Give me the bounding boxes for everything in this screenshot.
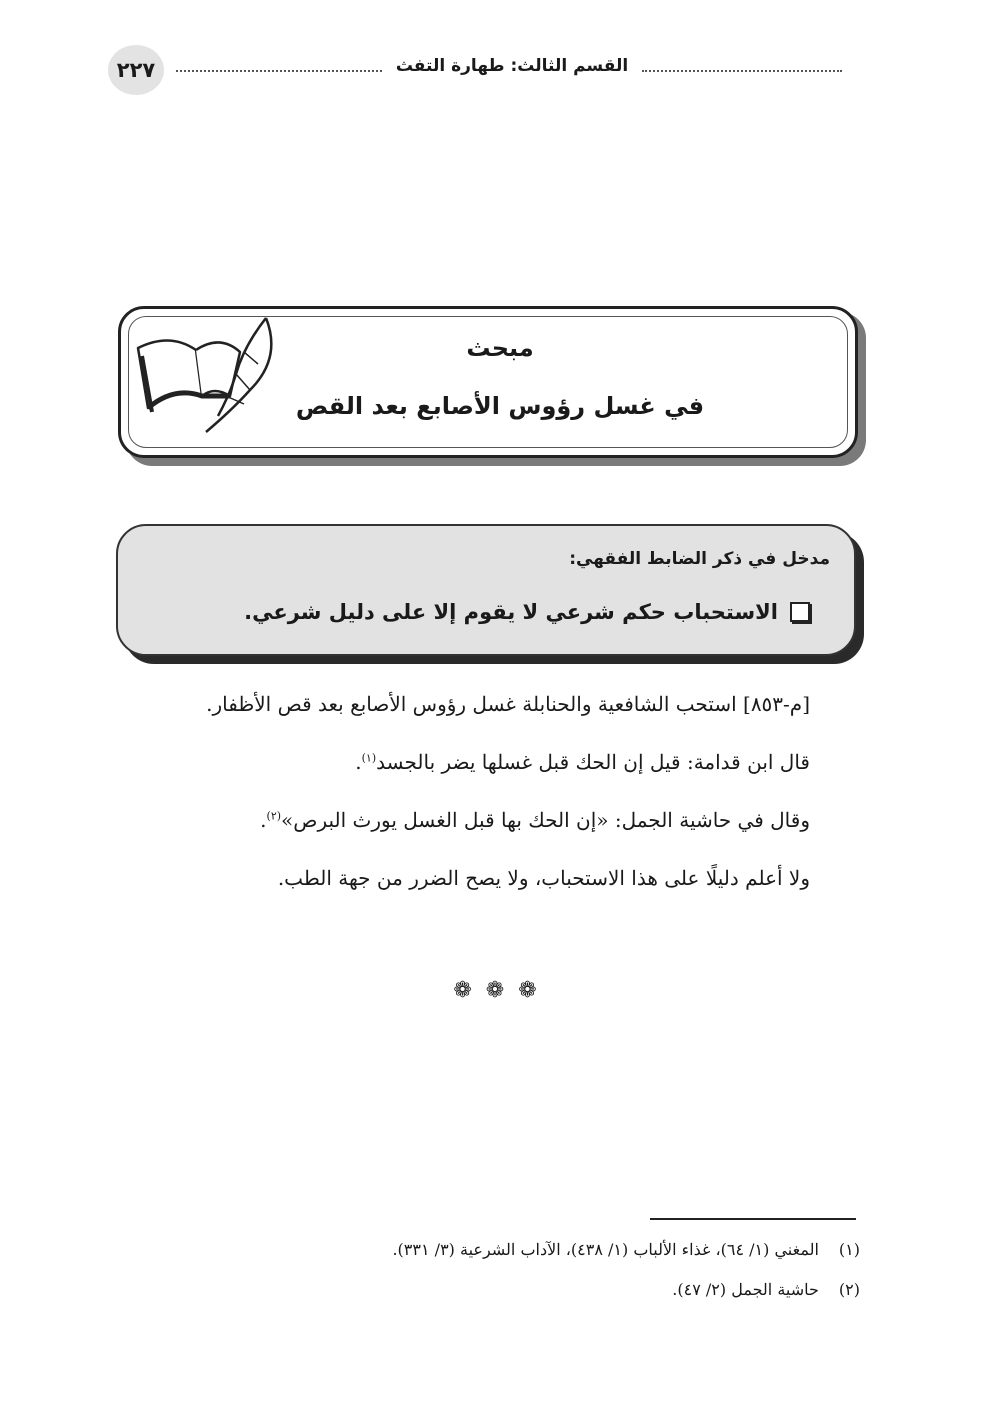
paragraph-3-text: وقال في حاشية الجمل: «إن الحك بها قبل الغسل يورث البرص» — [281, 808, 810, 832]
paragraph-1: [م-٨٥٣] استحب الشافعية والحنابلة غسل رؤوس الأصابع بعد قص الأظفار. — [206, 692, 810, 716]
footnote-2-number: (٢) — [838, 1280, 860, 1299]
paragraph-2-text: قال ابن قدامة: قيل إن الحك قبل غسلها يضر بالجسد — [376, 750, 810, 774]
footnote-1 — [200, 1240, 860, 1259]
paragraph-3 — [110, 808, 810, 832]
rule-text: الاستحباب حكم شرعي لا يقوم إلا على دليل شرعي. — [244, 600, 778, 624]
paragraph-2-end: . — [355, 750, 362, 774]
footnote-2 — [200, 1280, 860, 1299]
header-dotted-leader-left — [176, 60, 382, 72]
footnote-ref-1: (١) — [361, 751, 377, 765]
rule-box — [116, 524, 856, 656]
rule-heading: مدخل في ذكر الضابط الفقهي: — [569, 549, 830, 569]
footnote-ref-2: (٢) — [266, 809, 282, 823]
checkbox-bullet-icon — [790, 602, 810, 622]
footnote-separator — [650, 1218, 856, 1220]
paragraph-3-end: . — [260, 808, 267, 832]
header-dotted-leader-right — [642, 60, 842, 72]
paragraph-2 — [110, 750, 810, 774]
chapter-label: مبحث — [466, 334, 534, 362]
footnote-1-number: (١) — [838, 1240, 860, 1259]
running-title: القسم الثالث: طهارة التفث — [395, 56, 629, 76]
page-number: ٢٢٧ — [108, 45, 164, 95]
rule-statement — [150, 600, 810, 624]
paragraph-4: ولا أعلم دليلًا على هذا الاستحباب، ولا يصح الضرر من جهة الطب. — [277, 866, 810, 890]
footnote-1-text: المغني (١/ ٦٤)، غذاء الألباب (١/ ٤٣٨)، الآداب الشرعية (٣/ ٣٣١). — [392, 1240, 819, 1259]
section-end-ornament: ❁❁❁ — [453, 978, 551, 1003]
chapter-title: في غسل رؤوس الأصابع بعد القص — [295, 392, 705, 420]
footnote-2-text: حاشية الجمل (٢/ ٤٧). — [672, 1280, 819, 1299]
